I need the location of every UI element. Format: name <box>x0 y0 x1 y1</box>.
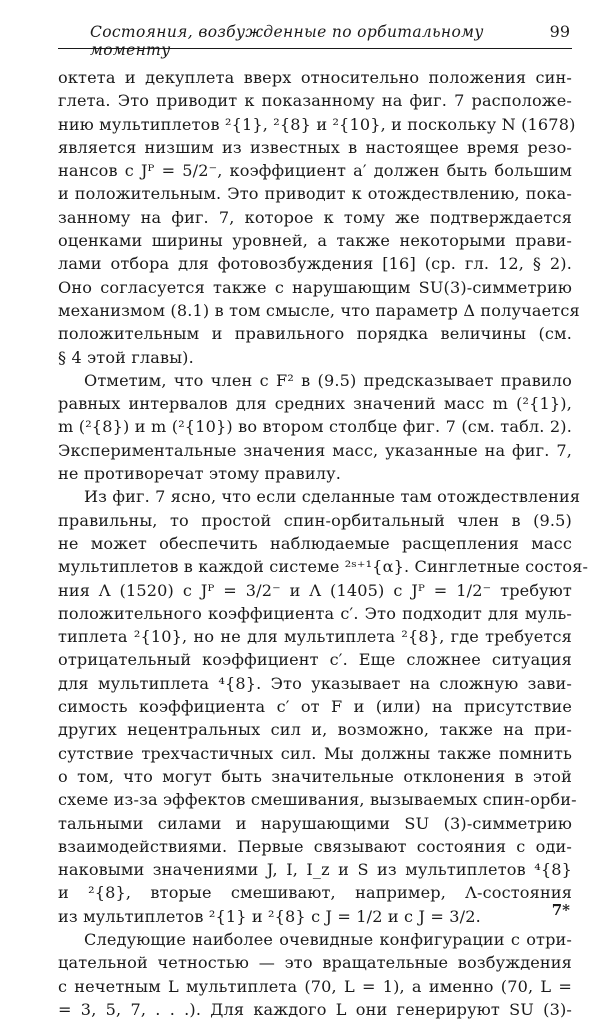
text-line: и ²{8}, вторые смешивают, например, Λ-состояния <box>58 883 572 903</box>
paragraph-3 <box>58 485 589 928</box>
text-line: для мультиплета ⁴{8}. Это указывает на сложную зави- <box>58 673 572 693</box>
text-line: оценками ширины уровней, а также некоторыми прави- <box>58 231 572 251</box>
paragraph-4 <box>58 928 572 1021</box>
text-line: взаимодействиями. Первые связывают состояния с оди- <box>58 836 572 856</box>
text-line: Оно согласуется также с нарушающим SU(3)-симметрию <box>58 277 572 297</box>
text-line: сутствие трехчастичных сил. Мы должны также помнить <box>58 743 572 763</box>
book-page <box>58 22 589 1021</box>
text-line: цательной четностью — это вращательные возбуждения <box>58 953 572 973</box>
text-line: § 4 этой главы). <box>58 347 194 367</box>
text-line: не противоречат этому правилу. <box>58 464 341 484</box>
text-line: = 3, 5, 7, . . .). Для каждого L они генерируют SU (3)- <box>58 999 572 1019</box>
text-line: лами отбора для фотовозбуждения [16] (ср. гл. 12, § 2). <box>58 254 572 274</box>
text-line: не может обеспечить наблюдаемые расщепления масс <box>58 533 572 553</box>
body-text <box>58 66 589 1021</box>
text-line: типлета ²{10}, но не для мультиплета ²{8}, где требуется <box>58 627 572 647</box>
text-line: положительного коэффициента c′. Это подходит для муль- <box>58 603 572 623</box>
text-line: схеме из-за эффектов смешивания, вызываемых спин-орби- <box>58 790 577 810</box>
text-line: нию мультиплетов ²{1}, ²{8} и ²{10}, и поскольку N (1678) <box>58 114 576 134</box>
text-line: нансов с Jᴾ = 5/2⁻, коэффициент a′ должен быть большим <box>58 161 572 181</box>
text-line: m (²{8}) и m (²{10}) во втором столбце фиг. 7 (см. табл. 2). <box>58 417 572 437</box>
text-line: других нецентральных сил и, возможно, также на при- <box>58 720 572 740</box>
text-line: Экспериментальные значения масс, указанные на фиг. 7, <box>58 440 572 460</box>
page-number: 99 <box>549 22 570 41</box>
text-line: является низшим из известных в настоящее время резо- <box>58 137 572 157</box>
text-line: из мультиплетов ²{1} и ²{8} с J = 1/2 и с J = 3/2. <box>58 906 481 926</box>
text-line: симость коэффициента c′ от F и (или) на присутствие <box>58 697 572 717</box>
text-line: Отметим, что член с F² в (9.5) предсказывает правило <box>84 370 572 390</box>
text-line: глета. Это приводит к показанному на фиг. 7 расположе- <box>58 91 572 111</box>
text-line: с нечетным L мультиплета (70, L = 1), а именно (70, L = <box>58 976 572 996</box>
text-line: правильны, то простой спин-орбитальный член в (9.5) <box>58 510 572 530</box>
signature-mark: 7* <box>551 901 570 919</box>
text-line: Следующие наиболее очевидные конфигурации с отри- <box>84 929 572 949</box>
text-line: Из фиг. 7 ясно, что если сделанные там отождествления <box>84 487 581 507</box>
running-header <box>58 22 572 59</box>
text-line: занному на фиг. 7, которое к тому же подтверждается <box>58 207 572 227</box>
running-title: Состояния, возбужденные по орбитальному моменту <box>90 23 484 59</box>
text-line: октета и декуплета вверх относительно положения син- <box>58 68 572 87</box>
text-line: ния Λ (1520) с Jᴾ = 3/2⁻ и Λ (1405) с Jᴾ = 1/2⁻ требуют <box>58 580 572 600</box>
text-line: о том, что могут быть значительные отклонения в этой <box>58 766 572 786</box>
paragraph-1 <box>58 66 580 369</box>
text-line: тальными силами и нарушающими SU (3)-симметрию <box>58 813 572 833</box>
text-line: равных интервалов для средних значений масс m (²{1}), <box>58 394 572 414</box>
paragraph-2 <box>58 369 572 485</box>
text-line: положительным и правильного порядка величины (см. <box>58 324 572 344</box>
text-line: отрицательный коэффициент c′. Еще сложнее ситуация <box>58 650 572 670</box>
text-line: мультиплетов в каждой системе ²ˢ⁺¹{α}. Синглетные состоя- <box>58 557 589 577</box>
text-line: и положительным. Это приводит к отождествлению, пока- <box>58 184 572 204</box>
text-line: механизмом (8.1) в том смысле, что параметр Δ получается <box>58 300 580 320</box>
text-line: наковыми значениями J, I, I_z и S из мультиплетов ⁴{8} <box>58 860 572 880</box>
